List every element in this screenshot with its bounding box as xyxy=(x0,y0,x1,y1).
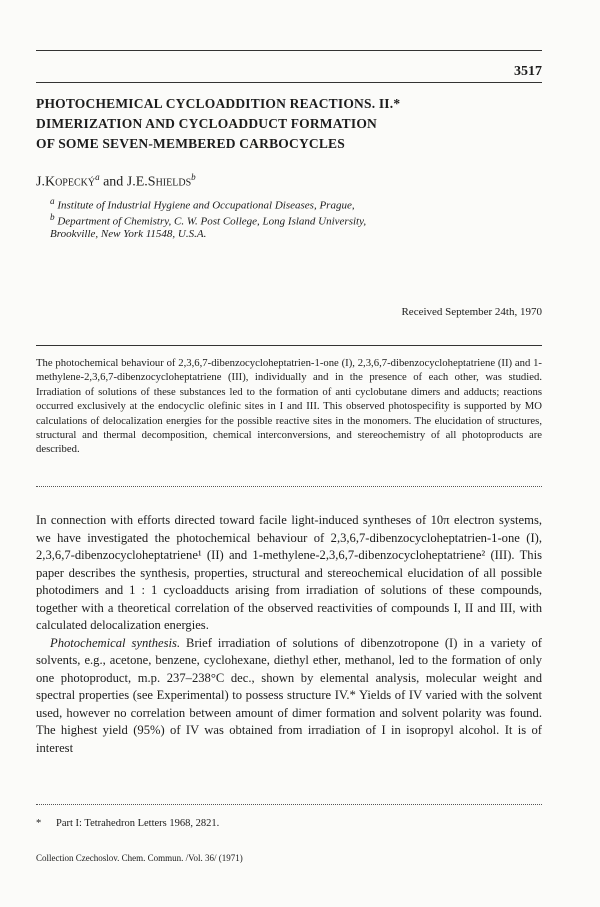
title-line-1: PHOTOCHEMICAL CYCLOADDITION REACTIONS. II.* xyxy=(36,96,401,111)
author-1-name: Kopecký xyxy=(44,174,96,190)
body-text xyxy=(36,512,542,757)
received-date: Received September 24th, 1970 xyxy=(401,306,542,318)
body-paragraph-2-text: Brief irradiation of solutions of dibenzotropone (I) in a variety of solvents, e.g., acetone, benzene, cyclohexane, diethyl ether, methanol, led to the formation of only one photoproduct, m.p. 237–238°C dec., shown by elemental analysis, molecular weight and spectral properties (see Experimental) to possess structure IV.* Yields of IV varied with the solvent used, however no correlation between amount of dimer formation and solvent polarity was found. The highest yield (95%) of IV was obtained from irradiation of I in isopropyl alcohol. It is of interest xyxy=(36,635,542,755)
authors xyxy=(36,172,196,191)
section-lead: Photochemical synthesis. xyxy=(50,635,181,650)
footnote xyxy=(36,818,220,829)
body-paragraph-2 xyxy=(36,635,542,758)
affiliation-b-sup: b xyxy=(50,212,55,222)
author-and: and xyxy=(99,174,127,190)
affiliation-a-text: Institute of Industrial Hygiene and Occupational Diseases, Prague, xyxy=(57,199,355,212)
abstract-top-rule xyxy=(36,345,542,346)
footnote-text: Part I: Tetrahedron Letters 1968, 2821. xyxy=(56,818,220,829)
footnote-mark: * xyxy=(36,818,42,829)
header-rule xyxy=(36,50,542,51)
affiliation-a xyxy=(50,196,355,212)
author-1-initial: J. xyxy=(36,174,45,190)
author-2-initial: J.E. xyxy=(126,174,148,190)
title-line-3: OF SOME SEVEN-MEMBERED CARBOCYCLES xyxy=(36,136,345,151)
author-1-sup: a xyxy=(95,172,100,182)
title-line-2: DIMERIZATION AND CYCLOADDUCT FORMATION xyxy=(36,116,377,131)
affiliation-b-address xyxy=(50,228,206,240)
author-2-name: Shields xyxy=(147,174,192,190)
body-paragraph-1: In connection with efforts directed toward facile light-induced syntheses of 10π electron systems, we have investigated the photochemical behaviour of 2,3,6,7-dibenzocycloheptatrien-1-one (I), 2,3,6,7-dibenzocycloheptatriene¹ (II) and 1-methylene-2,3,6,7-dibenzocycloheptatriene² (III). This paper describes the synthesis, properties, structural and stereochemical elucidation of all possible photodimers and 1 : 1 cycloadducts arising from irradiation of solutions of these compounds, together with a theoretical correlation of the observed reactivities of compounds I, II and III, with calculated delocalization energies. xyxy=(36,513,542,632)
affiliation-b-address-text: Brookville, New York 11548, U.S.A. xyxy=(50,228,207,240)
affiliation-b-text: Department of Chemistry, C. W. Post College, Long Island University, xyxy=(57,215,367,228)
abstract: The photochemical behaviour of 2,3,6,7-dibenzocycloheptatrien-1-one (I), 2,3,6,7-dibenzocycloheptatriene (II) and 1-methylene-2,3,6,7-dibenzocycloheptatriene (III), individually and in the presence of each other, was studied. Irradiation of solutions of these substances led to the formation of anti cyclobutane dimers and adducts; reactions occurred exclusively at the endocyclic olefinic sites in I and III. This observed photospecifity is supported by MO calculations of delocalization energies for the possible reactive sites in the monomers. The elucidation of structures, structural and thermal decomposition, chemical interconversions, and stereochemistry of all photoproducts are described. xyxy=(36,357,542,456)
journal-footer: Collection Czechoslov. Chem. Commun. /Vol. 36/ (1971) xyxy=(36,853,243,863)
author-2-sup: b xyxy=(191,172,196,182)
abstract-bottom-rule xyxy=(36,486,542,487)
header-rule-lower xyxy=(36,82,542,83)
affiliation-b xyxy=(50,212,366,228)
affiliation-a-sup: a xyxy=(50,196,55,206)
footnote-rule xyxy=(36,804,542,805)
page-number: 3517 xyxy=(514,64,542,79)
